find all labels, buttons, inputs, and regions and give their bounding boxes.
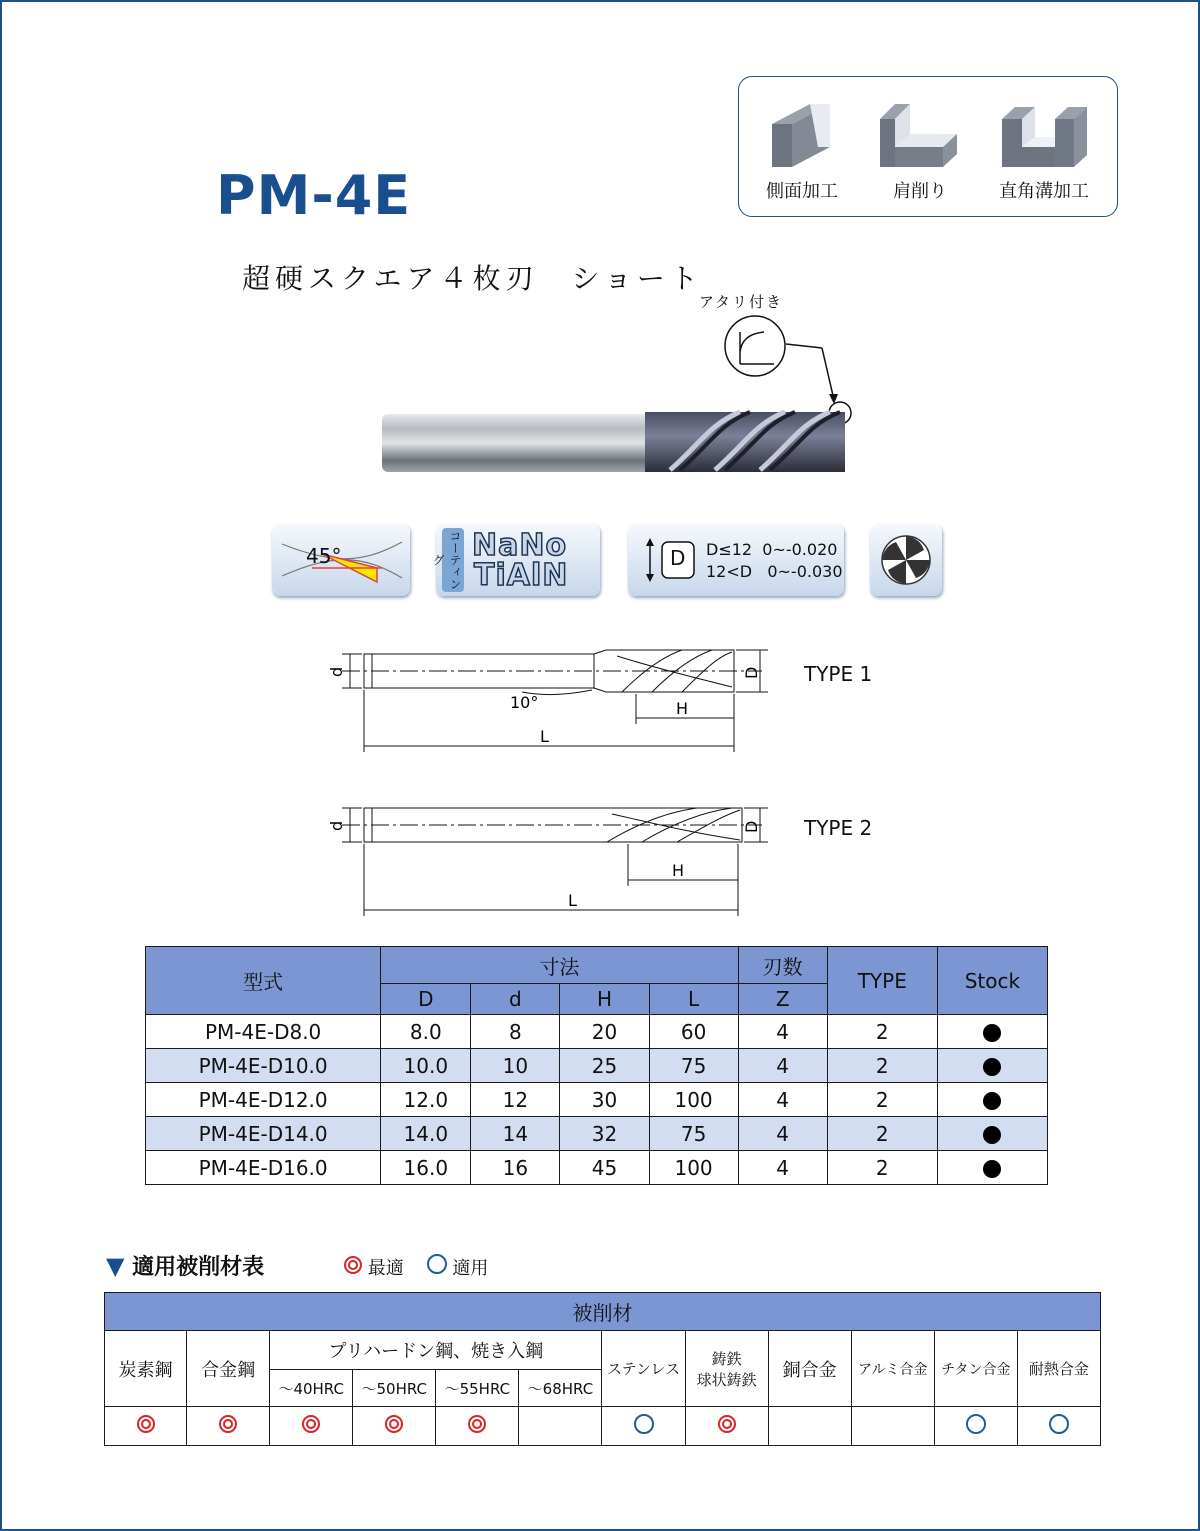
ductile-iron-label: 球状鋳鉄	[696, 1370, 757, 1389]
cell-model: PM-4E-D14.0	[146, 1117, 381, 1151]
operation-shoulder	[865, 99, 975, 203]
rating-cell	[353, 1407, 436, 1446]
header-model: 型式	[146, 947, 381, 1015]
header-d: d	[471, 984, 560, 1015]
rating-cell	[851, 1407, 934, 1446]
table-row	[146, 1083, 1048, 1117]
cell-L: 60	[649, 1015, 738, 1049]
spec-table	[145, 946, 1048, 1185]
col-hrc40: ～40HRC	[270, 1370, 353, 1407]
triangle-down-icon: ▼	[106, 1252, 125, 1280]
table-row	[146, 1049, 1048, 1083]
col-copper-alloy: 銅合金	[768, 1331, 851, 1407]
header-stock: Stock	[937, 947, 1047, 1015]
cell-model: PM-4E-D10.0	[146, 1049, 381, 1083]
single-circle-icon	[634, 1414, 654, 1434]
end-mill-photo	[380, 404, 850, 476]
double-circle-icon	[468, 1415, 486, 1433]
col-aluminum-alloy: アルミ合金	[851, 1331, 934, 1407]
col-alloy-steel: 合金鋼	[187, 1331, 270, 1407]
legend-ok: 適用	[452, 1258, 489, 1279]
cell-Z: 4	[738, 1083, 827, 1117]
cell-type: 2	[827, 1083, 937, 1117]
rating-cell	[934, 1407, 1017, 1446]
table-row	[146, 1151, 1048, 1185]
cast-iron-label: 鋳鉄	[711, 1349, 742, 1368]
type2-drawing	[322, 798, 782, 922]
legend-best: 最適	[367, 1258, 404, 1279]
dim-d: d	[327, 820, 346, 831]
cell-type: 2	[827, 1151, 937, 1185]
single-circle-icon	[966, 1414, 986, 1434]
cell-Z: 4	[738, 1049, 827, 1083]
header-type: TYPE	[827, 947, 937, 1015]
cell-D: 14.0	[381, 1117, 471, 1151]
tolerance-symbol: D	[670, 546, 686, 570]
cell-d: 16	[471, 1151, 560, 1185]
dim-H: H	[672, 861, 685, 880]
helix-badge	[272, 524, 410, 596]
materials-header: 被削材	[105, 1293, 1101, 1331]
cell-H: 20	[560, 1015, 649, 1049]
tolerance-line1: D≤12 0~-0.020	[706, 540, 838, 559]
product-subtitle: 超硬スクエア４枚刃 ショート	[242, 262, 703, 295]
dim-H: H	[676, 699, 689, 718]
dim-D: D	[742, 820, 761, 833]
side-milling-icon	[762, 99, 842, 169]
cell-model: PM-4E-D16.0	[146, 1151, 381, 1185]
dim-d: d	[327, 666, 346, 677]
double-circle-icon	[219, 1415, 237, 1433]
double-circle-icon	[344, 1256, 362, 1274]
cell-stock	[937, 1117, 1047, 1151]
header-L: L	[649, 984, 738, 1015]
cell-type: 2	[827, 1049, 937, 1083]
materials-legend	[344, 1254, 488, 1280]
cell-H: 25	[560, 1049, 649, 1083]
operation-label: 直角溝加工	[999, 181, 1089, 202]
cell-d: 14	[471, 1117, 560, 1151]
stock-dot-icon	[983, 1160, 1001, 1178]
rating-cell	[602, 1407, 685, 1446]
cell-D: 16.0	[381, 1151, 471, 1185]
ratings-row	[105, 1407, 1101, 1446]
stock-dot-icon	[983, 1058, 1001, 1076]
col-cast-iron	[685, 1331, 768, 1407]
rating-cell	[519, 1407, 602, 1446]
rating-cell	[685, 1407, 768, 1446]
cell-L: 75	[649, 1049, 738, 1083]
stock-dot-icon	[983, 1024, 1001, 1042]
rating-cell	[105, 1407, 187, 1446]
dim-L: L	[540, 727, 549, 746]
header-flutes: 刃数	[738, 947, 827, 984]
operation-slot	[989, 99, 1099, 203]
col-carbon-steel: 炭素鋼	[105, 1331, 187, 1407]
cell-stock	[937, 1015, 1047, 1049]
materials-table	[104, 1292, 1101, 1446]
col-hrc55: ～55HRC	[436, 1370, 519, 1407]
stock-dot-icon	[983, 1092, 1001, 1110]
rating-cell	[436, 1407, 519, 1446]
materials-title: 適用被削材表	[132, 1255, 265, 1280]
col-prehardened-group: プリハードン鋼、焼き入鋼	[270, 1331, 602, 1370]
header-dimensions: 寸法	[381, 947, 738, 984]
double-circle-icon	[302, 1415, 320, 1433]
type1-label: TYPE 1	[804, 662, 873, 686]
cell-Z: 4	[738, 1117, 827, 1151]
cell-L: 100	[649, 1151, 738, 1185]
rating-cell	[1017, 1407, 1100, 1446]
double-circle-icon	[137, 1415, 155, 1433]
header-D: D	[381, 984, 471, 1015]
four-flute-icon	[870, 524, 942, 596]
rating-cell	[270, 1407, 353, 1446]
tolerance-badge	[628, 524, 844, 596]
cell-model: PM-4E-D8.0	[146, 1015, 381, 1049]
cell-stock	[937, 1083, 1047, 1117]
cell-model: PM-4E-D12.0	[146, 1083, 381, 1117]
cell-stock	[937, 1049, 1047, 1083]
diameter-symbol-icon	[636, 534, 696, 586]
cell-H: 45	[560, 1151, 649, 1185]
cell-H: 30	[560, 1083, 649, 1117]
single-circle-icon	[1049, 1414, 1069, 1434]
cell-stock	[937, 1151, 1047, 1185]
operations-box	[738, 76, 1118, 217]
cell-type: 2	[827, 1015, 937, 1049]
cell-D: 12.0	[381, 1083, 471, 1117]
cell-d: 10	[471, 1049, 560, 1083]
single-circle-icon	[427, 1254, 447, 1274]
stock-dot-icon	[983, 1126, 1001, 1144]
col-stainless: ステンレス	[602, 1331, 685, 1407]
cell-Z: 4	[738, 1151, 827, 1185]
dim-D: D	[742, 666, 761, 679]
operation-side	[747, 99, 857, 203]
table-row	[146, 1015, 1048, 1049]
flute-badge	[870, 524, 942, 596]
col-titanium-alloy: チタン合金	[934, 1331, 1017, 1407]
col-hrc68: ～68HRC	[519, 1370, 602, 1407]
rating-cell	[768, 1407, 851, 1446]
helix-angle-label: 45°	[306, 544, 342, 568]
coating-name-top: NaNo	[472, 528, 568, 563]
cell-d: 8	[471, 1015, 560, 1049]
corner-note: アタリ付き	[699, 293, 783, 311]
cell-Z: 4	[738, 1015, 827, 1049]
cell-D: 8.0	[381, 1015, 471, 1049]
cell-d: 12	[471, 1083, 560, 1117]
header-Z: Z	[738, 984, 827, 1015]
rating-cell	[187, 1407, 270, 1446]
col-hrc50: ～50HRC	[353, 1370, 436, 1407]
tolerance-line2: 12<D 0~-0.030	[706, 562, 843, 581]
cell-D: 10.0	[381, 1049, 471, 1083]
cell-L: 75	[649, 1117, 738, 1151]
double-circle-icon	[385, 1415, 403, 1433]
type1-drawing	[322, 632, 782, 762]
dim-angle: 10°	[510, 693, 539, 712]
coating-name-bottom: TiAlN	[474, 558, 569, 593]
col-heat-resistant: 耐熱合金	[1017, 1331, 1100, 1407]
slotting-icon	[997, 99, 1092, 169]
type2-label: TYPE 2	[804, 816, 873, 840]
shoulder-milling-icon	[875, 99, 965, 169]
materials-heading	[106, 1250, 264, 1281]
cell-L: 100	[649, 1083, 738, 1117]
table-row	[146, 1117, 1048, 1151]
operation-label: 側面加工	[766, 181, 838, 202]
dim-L: L	[568, 891, 577, 910]
coating-label: コーティング	[431, 530, 462, 590]
cell-H: 32	[560, 1117, 649, 1151]
product-title: PM-4E	[216, 164, 412, 227]
operation-label: 肩削り	[893, 181, 947, 202]
header-H: H	[560, 984, 649, 1015]
coating-badge	[431, 524, 600, 596]
cell-type: 2	[827, 1117, 937, 1151]
double-circle-icon	[718, 1415, 736, 1433]
